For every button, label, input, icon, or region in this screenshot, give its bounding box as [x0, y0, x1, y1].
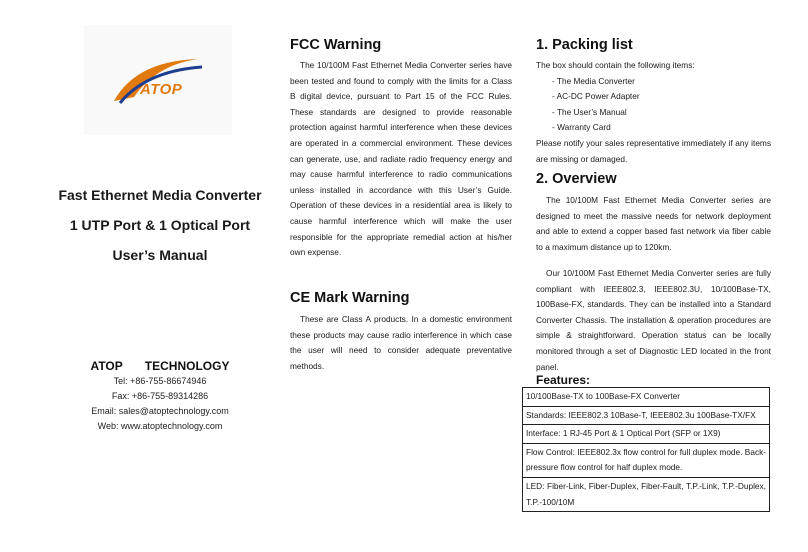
company-name: ATOP TECHNOLOGY [90, 359, 230, 373]
ce-body: These are Class A products. In a domestic environment these products may cause radio interference in which case the user will need to consider adequate preventative methods. [290, 314, 512, 371]
manual-title: Fast Ethernet Media Converter [58, 187, 262, 203]
logo-swoosh-icon [106, 41, 210, 119]
packing-list [536, 58, 771, 167]
cover-column [40, 0, 280, 552]
table-row [523, 443, 770, 477]
warnings-column [290, 0, 512, 552]
table-row [523, 425, 770, 444]
table-row [523, 406, 770, 425]
packing-note: Please notify your sales representative immediately if any items are missing or damaged. [536, 137, 771, 164]
packing-item: - Warranty Card [552, 122, 611, 133]
overview-para-2: Our 10/100M Fast Ethernet Media Converter series are fully compliant with IEEE802.3, IEEE802.3U, 10/100Base-TX, 100Base-FX, standards. They can be installed into a Standard Converter Chassis. The installation & operation procedures are simple & straightforward. Operation status can be locally monitored through a set of Diagnostic LED located in the front panel. [536, 268, 771, 372]
features-heading: Features: [536, 373, 591, 387]
packing-item: - The Media Converter [552, 75, 635, 86]
table-row [523, 477, 770, 511]
packing-heading: 1. Packing list [536, 37, 633, 53]
packing-intro: The box should contain the following items: [536, 60, 695, 70]
contact-tel: Tel: +86-755-86674946 [113, 376, 207, 386]
feature-cell: Flow Control: IEEE802.3x flow control for full duplex mode. Back-pressure flow control for half duplex mode. [523, 443, 770, 477]
fcc-heading: FCC Warning [290, 37, 382, 53]
atop-logo [84, 25, 232, 135]
manual-type: User’s Manual [112, 247, 208, 263]
feature-cell: Standards: IEEE802.3 10Base-T, IEEE802.3u 100Base-TX/FX [523, 406, 770, 425]
features-table [522, 387, 770, 512]
feature-cell: LED: Fiber-Link, Fiber-Duplex, Fiber-Fault, T.P.-Link, T.P.-Duplex, T.P.-100/10M [523, 477, 770, 511]
contact-web: Web: www.atoptechnology.com [97, 421, 223, 431]
table-row [523, 388, 770, 407]
overview-para-1: The 10/100M Fast Ethernet Media Converter series are designed to meet the massive needs for network deployment and able to extend a copper based fast network via fiber cable to a maximum distance up to 120km. [536, 195, 771, 252]
logo-text: ATOP [140, 81, 183, 98]
feature-cell: Interface: 1 RJ-45 Port & 1 Optical Port (SFP or 1X9) [523, 425, 770, 444]
contact-fax: Fax: +86-755-89314286 [111, 391, 209, 401]
packing-item: - AC-DC Power Adapter [552, 91, 640, 102]
overview-heading: 2. Overview [536, 171, 617, 187]
feature-cell: 10/100Base-TX to 100Base-FX Converter [523, 388, 770, 407]
fcc-body: The 10/100M Fast Ethernet Media Converter series have been tested and found to comply with the limits for a Class B digital device, pursuant to Part 15 of the FCC Rules. These standards are designed to provide reasonable protection against harmful interference when these devices are operated in a commercial environment. These devices can generate, use, and radiate radio frequency energy and may cause harmful interference to radio communications unless installed in accordance with this User’s Guide. Operation of these devices in a residential area is likely to cause harmful interference which will make the user responsible for the appropriate remedial action at his/her own expense. [290, 60, 512, 258]
ce-heading: CE Mark Warning [290, 290, 410, 306]
content-column [526, 0, 771, 552]
manual-subtitle: 1 UTP Port & 1 Optical Port [69, 217, 251, 233]
packing-item: - The User’s Manual [552, 106, 627, 117]
contact-email: Email: sales@atoptechnology.com [91, 406, 229, 416]
